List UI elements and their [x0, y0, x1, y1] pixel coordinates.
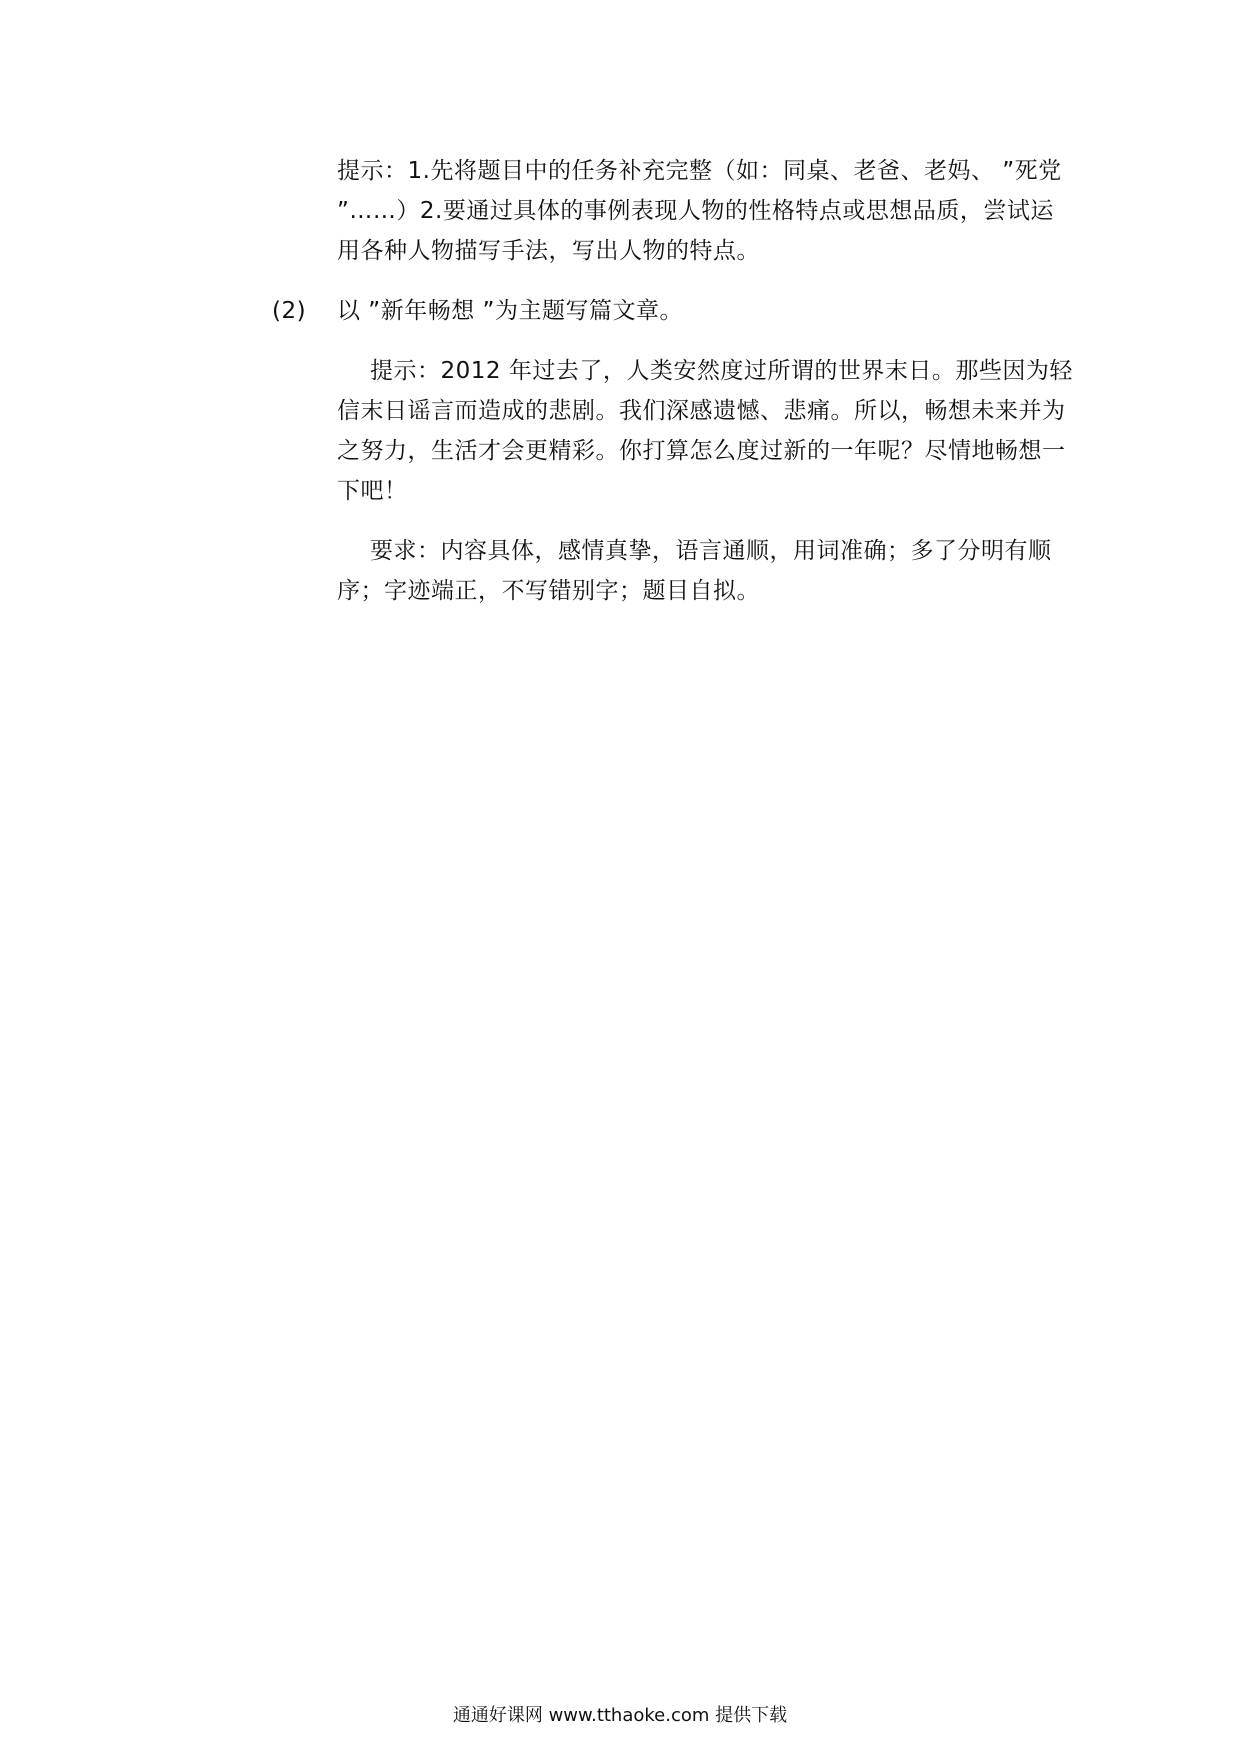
requirement-line-1: 要求：内容具体，感情真挚，语言通顺，用词准确；多了分明有顺: [370, 538, 1052, 564]
requirement-line-2: 序；字迹端正，不写错别字；题目自拟。: [337, 578, 760, 604]
hint2-line-1: 提示：2012 年过去了，人类安然度过所谓的世界末日。那些因为轻: [370, 358, 1073, 384]
hint1-line-3: 用各种人物描写手法，写出人物的特点。: [337, 238, 760, 264]
page-footer: 通通好课网 www.tthaoke.com 提供下载: [452, 1705, 788, 1726]
hint2-line-2: 信末日谣言而造成的悲剧。我们深感遗憾、悲痛。所以，畅想未来并为: [337, 398, 1066, 424]
item2-number: (2): [272, 298, 307, 324]
hint2-line-3: 之努力，生活才会更精彩。你打算怎么度过新的一年呢？尽情地畅想一: [337, 438, 1066, 464]
hint2-line-4: 下吧！: [337, 478, 408, 504]
hint1-line-2: ”……）2.要通过具体的事例表现人物的性格特点或思想品质，尝试运: [337, 198, 1054, 224]
item2-title: 以 ”新年畅想 ”为主题写篇文章。: [337, 298, 683, 324]
hint1-line-1: 提示：1.先将题目中的任务补充完整（如：同桌、老爸、老妈、 ”死党: [337, 158, 1062, 184]
